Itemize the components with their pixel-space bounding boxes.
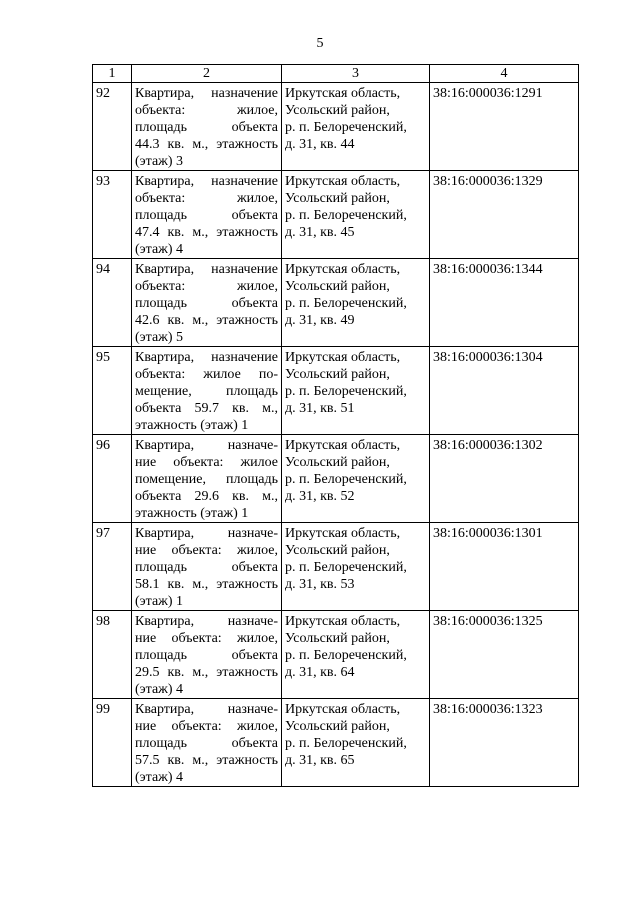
column-header-3: 3 (282, 65, 430, 83)
address-line: д. 31, кв. 51 (285, 401, 355, 416)
table-row (93, 171, 579, 259)
description-line: Квартира, назначе- (135, 438, 278, 453)
description-line: 58.1 кв. м., этажность (135, 577, 278, 592)
object-address (282, 523, 430, 611)
cadastral-number: 38:16:000036:1304 (430, 347, 579, 435)
object-description (132, 83, 282, 171)
object-description (132, 523, 282, 611)
description-line: объекта 59.7 кв. м., (135, 401, 278, 416)
description-line: (этаж) 4 (135, 242, 184, 257)
table-row (93, 83, 579, 171)
description-line: Квартира, назначе- (135, 526, 278, 541)
address-line: р. п. Белореченский, (285, 208, 407, 223)
address-line: Усольский район, (285, 719, 390, 734)
table-header-row (93, 65, 579, 83)
address-line: Усольский район, (285, 631, 390, 646)
address-line: Усольский район, (285, 543, 390, 558)
address-line: р. п. Белореченский, (285, 472, 407, 487)
address-line: д. 31, кв. 45 (285, 225, 355, 240)
object-description (132, 259, 282, 347)
description-line: Квартира, назначение (135, 174, 278, 189)
object-description (132, 435, 282, 523)
address-line: д. 31, кв. 64 (285, 665, 355, 680)
description-line: площадь объекта (135, 120, 278, 135)
description-line: ние объекта: жилое, (135, 543, 278, 558)
table-row (93, 347, 579, 435)
address-line: Иркутская область, (285, 262, 401, 277)
cadastral-number: 38:16:000036:1302 (430, 435, 579, 523)
object-description (132, 611, 282, 699)
address-line: р. п. Белореченский, (285, 648, 407, 663)
object-description (132, 347, 282, 435)
address-line: Иркутская область, (285, 350, 401, 365)
object-description (132, 171, 282, 259)
property-table-body (93, 65, 579, 787)
cadastral-number: 38:16:000036:1323 (430, 699, 579, 787)
object-address (282, 347, 430, 435)
description-line: ние объекта: жилое, (135, 631, 278, 646)
address-line: Усольский район, (285, 455, 390, 470)
description-line: объекта: жилое, (135, 103, 278, 118)
row-number: 97 (93, 523, 132, 611)
address-line: р. п. Белореченский, (285, 296, 407, 311)
description-line: (этаж) 3 (135, 154, 184, 169)
address-line: д. 31, кв. 53 (285, 577, 355, 592)
page-number: 5 (316, 36, 324, 51)
description-line: площадь объекта (135, 736, 278, 751)
cadastral-number: 38:16:000036:1291 (430, 83, 579, 171)
row-number: 98 (93, 611, 132, 699)
row-number: 92 (93, 83, 132, 171)
table-row (93, 523, 579, 611)
description-line: площадь объекта (135, 648, 278, 663)
column-header-2: 2 (132, 65, 282, 83)
description-line: ние объекта: жилое, (135, 719, 278, 734)
object-address (282, 83, 430, 171)
address-line: Иркутская область, (285, 526, 401, 541)
object-description (132, 699, 282, 787)
object-address (282, 171, 430, 259)
address-line: Усольский район, (285, 279, 390, 294)
address-line: р. п. Белореченский, (285, 560, 407, 575)
description-line: Квартира, назначение (135, 86, 278, 101)
row-number: 95 (93, 347, 132, 435)
object-address (282, 435, 430, 523)
description-line: ние объекта: жилое (135, 455, 278, 470)
description-line: Квартира, назначение (135, 350, 278, 365)
description-line: объекта 29.6 кв. м., (135, 489, 278, 504)
row-number: 96 (93, 435, 132, 523)
table-row (93, 259, 579, 347)
table-row (93, 699, 579, 787)
address-line: д. 31, кв. 65 (285, 753, 355, 768)
description-line: площадь объекта (135, 296, 278, 311)
address-line: Иркутская область, (285, 174, 401, 189)
address-line: Иркутская область, (285, 86, 401, 101)
address-line: Усольский район, (285, 191, 390, 206)
address-line: Иркутская область, (285, 702, 401, 717)
description-line: 29.5 кв. м., этажность (135, 665, 278, 680)
cadastral-number: 38:16:000036:1325 (430, 611, 579, 699)
description-line: Квартира, назначение (135, 262, 278, 277)
description-line: мещение, площадь (135, 384, 278, 399)
table-row (93, 435, 579, 523)
description-line: объекта: жилое, (135, 279, 278, 294)
description-line: (этаж) 4 (135, 770, 184, 785)
description-line: (этаж) 4 (135, 682, 184, 697)
column-header-1: 1 (93, 65, 132, 83)
description-line: Квартира, назначе- (135, 614, 278, 629)
description-line: (этаж) 5 (135, 330, 184, 345)
object-address (282, 611, 430, 699)
description-line: (этаж) 1 (135, 594, 184, 609)
description-line: 44.3 кв. м., этажность (135, 137, 278, 152)
address-line: р. п. Белореченский, (285, 384, 407, 399)
address-line: р. п. Белореченский, (285, 120, 407, 135)
description-line: объекта: жилое, (135, 191, 278, 206)
row-number: 94 (93, 259, 132, 347)
description-line: 47.4 кв. м., этажность (135, 225, 278, 240)
object-address (282, 699, 430, 787)
table-row (93, 611, 579, 699)
description-line: этажность (этаж) 1 (135, 506, 249, 521)
description-line: 57.5 кв. м., этажность (135, 753, 278, 768)
address-line: Иркутская область, (285, 438, 401, 453)
description-line: объекта: жилое по- (135, 367, 278, 382)
address-line: Иркутская область, (285, 614, 401, 629)
property-table (92, 64, 579, 787)
description-line: этажность (этаж) 1 (135, 418, 249, 433)
description-line: площадь объекта (135, 208, 278, 223)
description-line: 42.6 кв. м., этажность (135, 313, 278, 328)
address-line: д. 31, кв. 52 (285, 489, 355, 504)
cadastral-number: 38:16:000036:1301 (430, 523, 579, 611)
address-line: р. п. Белореченский, (285, 736, 407, 751)
cadastral-number: 38:16:000036:1344 (430, 259, 579, 347)
address-line: д. 31, кв. 44 (285, 137, 355, 152)
column-header-4: 4 (430, 65, 579, 83)
description-line: площадь объекта (135, 560, 278, 575)
row-number: 99 (93, 699, 132, 787)
row-number: 93 (93, 171, 132, 259)
cadastral-number: 38:16:000036:1329 (430, 171, 579, 259)
description-line: Квартира, назначе- (135, 702, 278, 717)
object-address (282, 259, 430, 347)
description-line: помещение, площадь (135, 472, 278, 487)
address-line: Усольский район, (285, 367, 390, 382)
address-line: Усольский район, (285, 103, 390, 118)
address-line: д. 31, кв. 49 (285, 313, 355, 328)
